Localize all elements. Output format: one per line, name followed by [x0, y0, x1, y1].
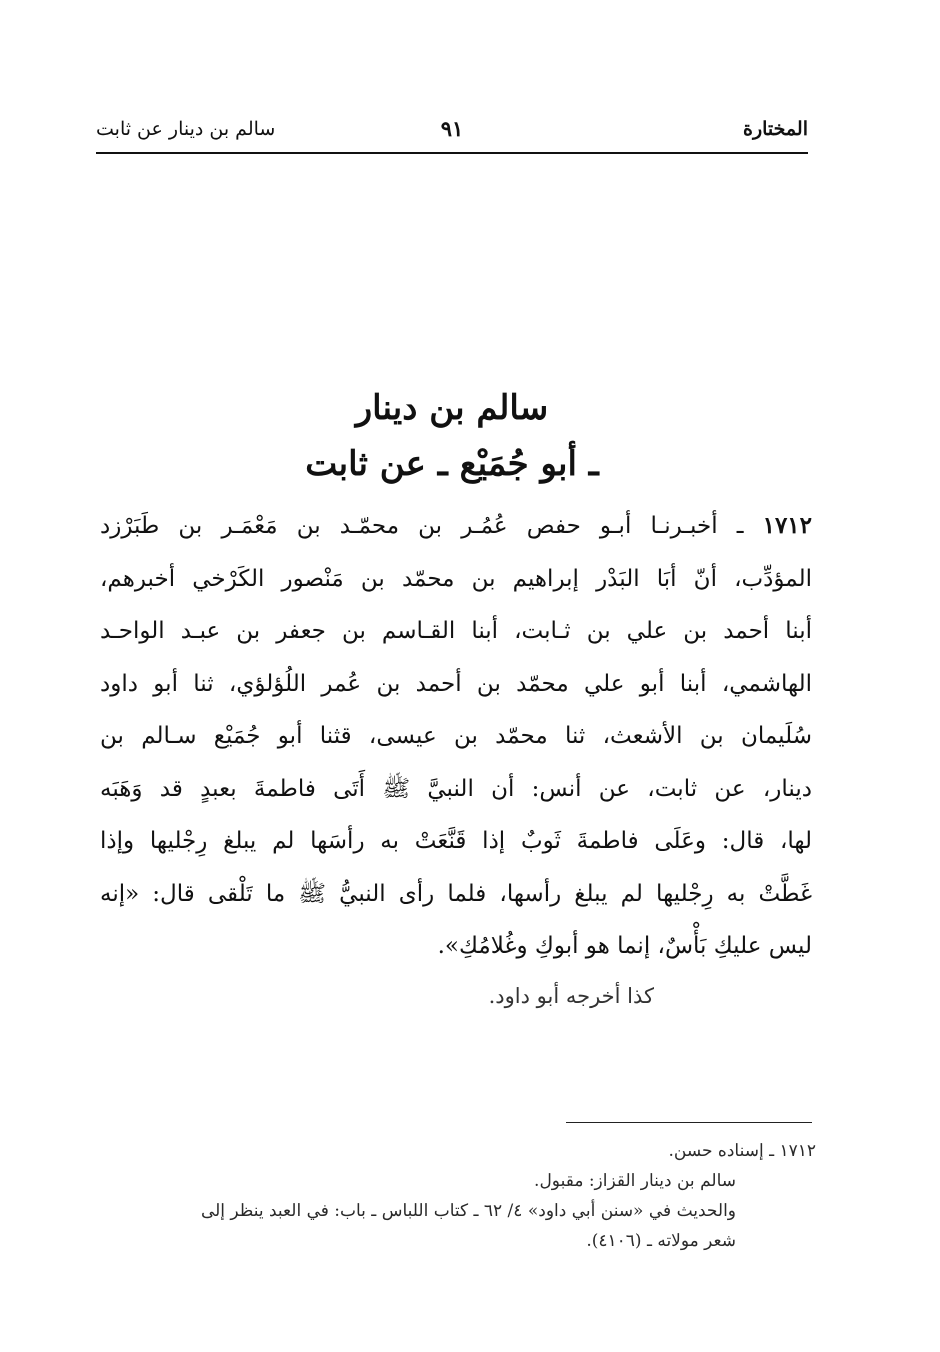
footnote-line: ١٧١٢ ـ إسناده حسن.	[668, 1141, 816, 1161]
footnote-separator	[566, 1122, 812, 1123]
hadith-body	[100, 500, 812, 973]
section-title-line-1: سالم بن دينار	[355, 388, 549, 428]
body-line: ليس عليكِ بَأْسٌ، إنما هو أبوكِ وغُلامُكِ».	[437, 933, 812, 959]
body-line-text: ـ أخبـرنـا أبـو حفص عُمُـر بن محمّـد بن مَعْمَـر بن طَبَرْزد	[100, 513, 744, 539]
body-line: سُلَيمان بن الأشعث، ثنا محمّد بن عيسى، قثنا أبو جُمَيْع سـالم بن	[100, 723, 812, 749]
body-line: غَطَّتْ به رِجْليها لم يبلغ رأسها، فلما رأى النبيُّ ﷺ ما تَلْقى قال: «إنه	[100, 880, 812, 907]
footnote-line: سالم بن دينار القزاز: مقبول.	[534, 1171, 736, 1191]
body-line: المؤدِّب، أنّ أبَا البَدْر إبراهيم بن محمّد بن مَنْصور الكَرْخي أخبرهم،	[100, 565, 812, 592]
body-line	[100, 500, 812, 553]
section-title-line-2: ـ أبو جُمَيْع ـ عن ثابت	[305, 444, 599, 484]
body-line: دينار، عن ثابت، عن أنس: أن النبيَّ ﷺ أَتَى فاطمةَ بعبدٍ قد وَهَبَه	[100, 775, 812, 802]
page-number: ٩١	[440, 116, 464, 141]
takhrij-note	[100, 984, 812, 1008]
footnote-line: شعر مولاته ـ (٤١٠٦).	[586, 1231, 736, 1251]
body-line: أبنا أحمد بن علي بن ثـابت، أبنا القـاسم بن جعفر بن عبـد الواحـد	[100, 618, 812, 644]
takhrij-text: كذا أخرجه أبو داود.	[488, 984, 654, 1008]
footnote-line: والحديث في «سنن أبي داود» ٤/ ٦٢ ـ كتاب اللباس ـ باب: في العبد ينظر إلى	[200, 1201, 736, 1221]
body-line: لها، قال: وعَلَى فاطمةَ ثَوبٌ إذا قَنَّعَتْ به رأسَها لم يبلغ رِجْليها وإذا	[100, 828, 812, 854]
hadith-number: ١٧١٢	[762, 512, 813, 539]
section-title	[96, 380, 808, 492]
running-header	[96, 116, 808, 154]
header-chapter-title: سالم بن دينار عن ثابت	[96, 118, 276, 140]
header-book-title: المختارة	[743, 118, 808, 140]
body-line: الهاشمي، أبنا أبو علي محمّد بن أحمد بن عُمر اللُؤلؤي، ثنا أبو داود	[100, 670, 812, 697]
footnotes	[96, 1136, 816, 1256]
